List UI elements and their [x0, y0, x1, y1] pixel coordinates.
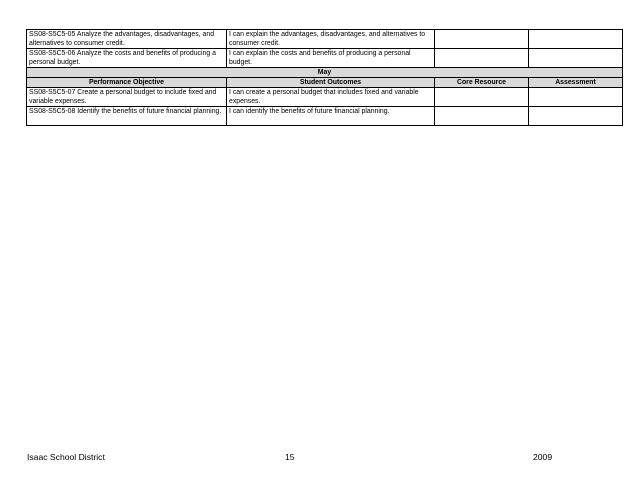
- core-resource-cell: [435, 30, 529, 49]
- table-row: [27, 107, 623, 126]
- table-row: [27, 88, 623, 107]
- core-resource-cell: [435, 88, 529, 107]
- table-row: [27, 30, 623, 49]
- objective-cell: SS08-S5C5-07 Create a personal budget to include fixed and variable expenses.: [27, 88, 227, 107]
- footer-district: Isaac School District: [27, 452, 105, 462]
- assessment-cell: [529, 30, 623, 49]
- table-row: [27, 49, 623, 68]
- outcome-cell: I can identify the benefits of future financial planning.: [227, 107, 435, 126]
- header-assessment: Assessment: [529, 78, 623, 88]
- header-row: [27, 78, 623, 88]
- core-resource-cell: [435, 107, 529, 126]
- curriculum-table: [26, 29, 623, 126]
- assessment-cell: [529, 88, 623, 107]
- outcome-cell: I can explain the advantages, disadvantages, and alternatives to consumer credit.: [227, 30, 435, 49]
- objective-cell: SS08-S5C5-08 Identify the benefits of future financial planning.: [27, 107, 227, 126]
- month-row: [27, 68, 623, 78]
- footer-year: 2009: [533, 452, 553, 462]
- header-outcome: Student Outcomes: [227, 78, 435, 88]
- outcome-cell: I can explain the costs and benefits of producing a personal budget.: [227, 49, 435, 68]
- outcome-cell: I can create a personal budget that includes fixed and variable expenses.: [227, 88, 435, 107]
- core-resource-cell: [435, 49, 529, 68]
- header-core-resource: Core Resource: [435, 78, 529, 88]
- header-objective: Performance Objective: [27, 78, 227, 88]
- footer-page-number: 15: [285, 452, 295, 462]
- month-label: May: [27, 68, 623, 78]
- objective-cell: SS08-S5C5-05 Analyze the advantages, disadvantages, and alternatives to consumer credit.: [27, 30, 227, 49]
- objective-cell: SS08-S5C5-06 Analyze the costs and benefits of producing a personal budget.: [27, 49, 227, 68]
- assessment-cell: [529, 49, 623, 68]
- assessment-cell: [529, 107, 623, 126]
